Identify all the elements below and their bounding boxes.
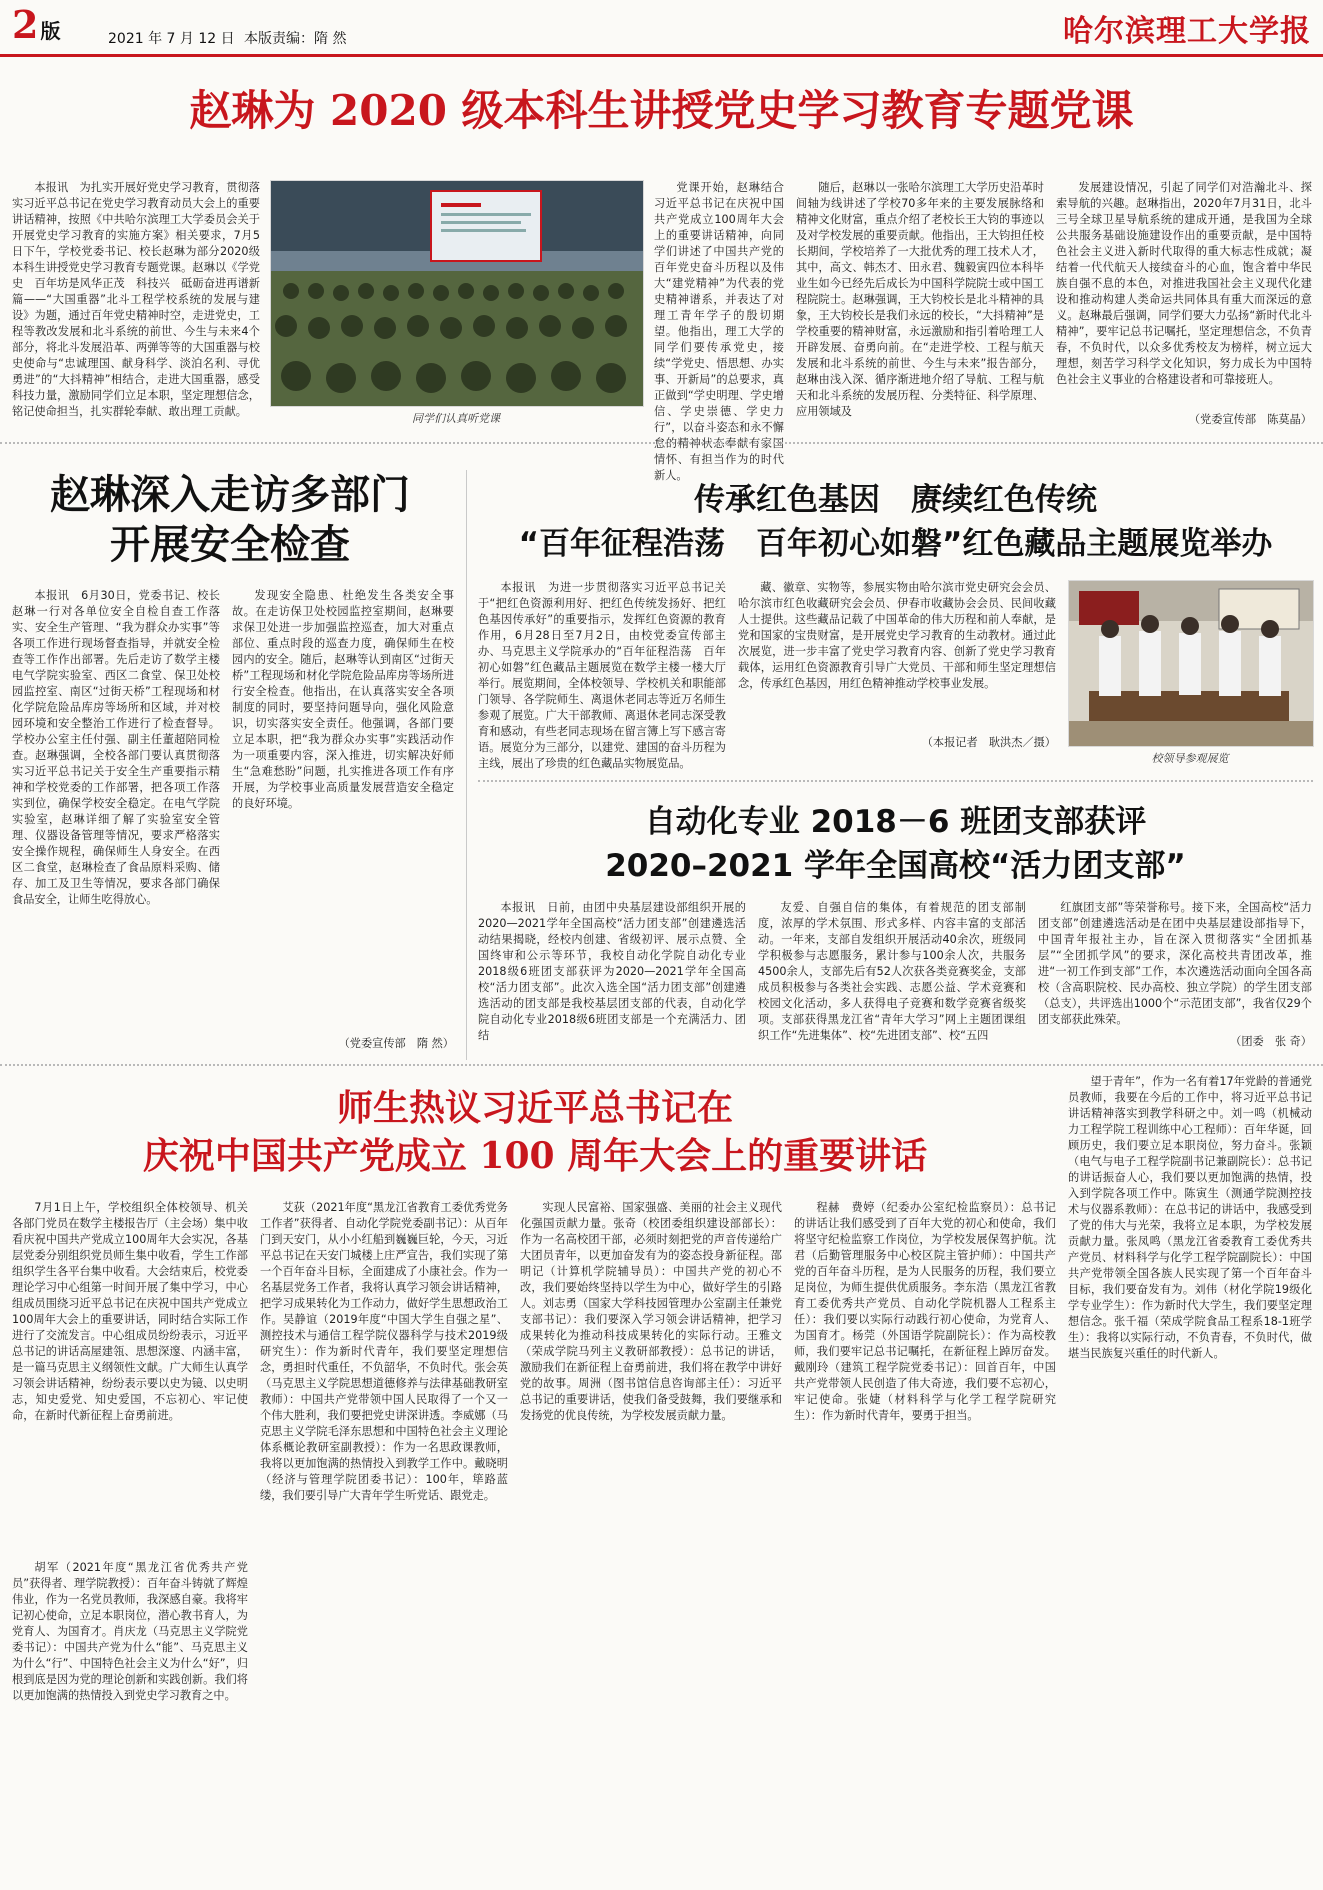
article5-headline (0, 1084, 1070, 1180)
article5-col4: 望于青年”，作为一名有着17年党龄的普通党员教师，我要在今后的工作中，将习近平总书记讲话精神落实到教学科研之中。刘一鸣（机械动力工程学院工程训练中心工程师）：百年华诞，回顾历史，我们要立足本职岗位，努力奋斗。张颖（电气与电子工程学院副书记兼副院长）：总书记的讲话振奋人心，我们要以更加饱满的热情，投入到学院各项工作中。陈寅生（测通学院测控技术与仪器系教师）：在总书记的讲话中，我感受到了党的伟大与光荣，我将立足本职，为学校发展贡献力量。张凤鸣（黑龙江省委教育工委优秀共产党员、材料科学与化学工程学院副院长）：中国共产党带领全国各族人民实现了第一个百年奋斗目标，我们要奋发有为。刘伟（材化学院19级化学专业学生）：作为新时代大学生，我们要坚定理想信念。张千福（荣成学院食品工程系18-1班学生）：我将以实际行动，不负青春，不负时代，做堪当民族复兴重任的时代新人。 (1068, 1075, 1312, 1360)
article2-col1: 本报讯 6月30日，党委书记、校长赵琳一行对各单位安全自检自查工作落实、安全生产管理、“我为群众办实事”等各项工作进行现场督查指导，并就安全检查等工作作出部署。先后走访了数学主楼电气学院实验室、西区二食堂、保卫处校园监控室、南区“过街天桥”工程现场和材化学院危险品库房等场所和区域，并对校园环境和安全整治工作进行了检查督导。学校办公室主任付强、副主任董超陪同检查。赵琳强调，全校各部门要认真贯彻落实习近平总书记关于安全生产重要指示精神和学校党委的工作部署，把各项工作落实到位，确保学校安全稳定。在电气学院实验室，赵琳详细了解了实验室安全管理、仪器设备管理等情况，要求严格落实安全操作规程，确保师生人身安全。在西区二食堂，赵琳检查了食品原料采购、储存、加工及卫生等情况，要求各部门确保食品安全，让师生吃得放心。 (12, 589, 220, 906)
article4-col2: 友爱、自强自信的集体，有着规范的团支部制度，浓厚的学术氛围、形式多样、内容丰富的支部活动。一年来，支部自发组织开展活动40余次，班级同学积极参与志愿服务，累计参与100余人次，共服务4500余人，支部先后有52人次获各类竞赛奖金，支部成员积极参与各类社会实践、志愿公益、学术竞赛和校园文化活动，多人获得电子竞赛和数学竞赛省级奖项。支部获得黑龙江省“青年大学习”网上主题团课组织工作“先进集体”、校“先进团支部”、校“五四 (758, 901, 1026, 1042)
article4-headline (478, 800, 1313, 888)
article1-col3: 随后，赵琳以一张哈尔滨理工大学历史沿革时间轴为线讲述了学校70多年来的主要发展脉络和精神文化财富，重点介绍了老校长王大钧的事迹以及对学校发展的重要贡献。他指出，王大钧担任校长期间，学校培养了一大批优秀的理工技术人才，其中，高文、韩杰才、田永君、魏毅寅四位本科毕业生如今已经先后成长为中国科学院院士或中国工程院院士。赵琳强调，王大钧校长是北斗精神的具象，王大钧校长是我们永远的校长，“大抖精神”是学校重要的精神财富，永远激励和指引着哈理工人开辟发展、奋勇向前。在“走进学校、工程与航天发展和北斗系统的前世、今生与未来”报告部分，赵琳由浅入深、循序渐进地介绍了导航、工程与航天和北斗系统的发展历程、分类特征、科学原理、应用领域及 (796, 181, 1044, 418)
article5-col0-interviews: 胡军（2021年度“黑龙江省优秀共产党员”获得者、理学院教授）：百年奋斗铸就了辉煌伟业，作为一名党员教师，我深感自豪。我将牢记初心使命，立足本职岗位，潜心教书育人，为党育人、为国育才。肖庆龙（马克思主义学院党委书记）：中国共产党为什么“能”、马克思主义为什么“行”、中国特色社会主义为什么“好”，归根到底是因为党的理论创新和实践创新。我们将以更加饱满的热情投入到党史学习教育之中。 (12, 1561, 248, 1702)
article5-col0: 7月1日上午，学校组织全体校领导、机关各部门党员在数学主楼报告厅（主会场）集中收看庆祝中国共产党成立100周年大会实况，各基层党委分别组织党员师生集中收看，学生工作部组织学生各平台集中收看。大会结束后，校党委理论学习中心组第一时间开展了集中学习，中心组成员围绕习近平总书记在庆祝中国共产党成立100周年大会上的重要讲话，同时结合实际工作进行了交流发言。中心组成员纷纷表示，习近平总书记的讲话高屋建瓴、思想深邃、内涵丰富，是一篇马克思主义纲领性文献。广大师生认真学习领会讲话精神，纷纷表示要以史为镜、以史明志，知史爱党、知史爱国，不忘初心、牢记使命，在新时代新征程上奋勇前进。 (12, 1201, 248, 1422)
article1-byline: （党委宣传部 陈莫晶） (1188, 413, 1312, 426)
article4-headline-line2: 2020–2021 学年全国高校“活力团支部” (605, 848, 1186, 884)
article3-headline-line1: 传承红色基因 赓续红色传统 (694, 482, 1097, 518)
section-divider-1 (0, 442, 1323, 444)
masthead-rule (0, 54, 1323, 57)
article1-col2: 党课开始，赵琳结合习近平总书记在庆祝中国共产党成立100周年大会上的重要讲话精神，向同学们讲述了中国共产党的百年党史奋斗历程以及伟大“建党精神”为代表的党史精神谱系，并表达了对理工青年学子的殷切期望。他指出，理工大学的同学们要传承党史，接续“学党史、悟思想、办实事、开新局”的总要求，真正做到“学史明理、学史增信、学史崇德、学史力行”，以奋斗姿态和永不懈怠的精神状态奉献有家国情怀、有担当作为的时代新人。 (654, 181, 784, 482)
section-divider-2 (478, 780, 1313, 782)
article4-col1: 本报讯 日前，由团中央基层建设部组织开展的2020—2021学年全国高校“活力团支部”创建遴选活动结果揭晓，经校内创建、省级初评、展示点赞、全国终审和公示等环节，我校自动化学院自动化专业2018级6班团支部获评为2020—2021学年全国高校“活力团支部”。此次入选全国“活力团支部”创建遴选活动的团支部是我校基层团支部的代表，自动化学院自动化专业2018级6班团支部是一个充满活力、团结 (478, 901, 746, 1042)
article3-photo (1068, 580, 1314, 747)
article5-col3: 程赫 费婷（纪委办公室纪检监察员）：总书记的讲话让我们感受到了百年大党的初心和使命，我们将坚守纪检监察工作岗位，为学校发展保驾护航。沈君（后勤管理服务中心校区院主管护师）：中国共产党的百年奋斗历程，是为人民服务的历程，我们要立足岗位，为师生提供优质服务。李东浩（黑龙江省教育工委优秀共产党员、自动化学院机器人工程系主任）：我们要以实际行动践行初心使命，为党育人、为国育才。杨莞（外国语学院副院长）：作为高校教师，我们要牢记总书记嘱托，在新征程上踔厉奋发。戴刚玲（建筑工程学院党委书记）：回首百年，中国共产党带领人民创造了伟大奇迹，我们要不忘初心，牢记使命。张婕（材料科学与化学工程学院研究生）：作为新时代青年，要勇于担当。 (794, 1201, 1056, 1422)
lecture-photo-image (271, 181, 643, 406)
article3-photo-caption: 校领导参观展览 (1151, 752, 1229, 765)
page-editor: 本版责编：隋 然 (244, 31, 347, 47)
article2-headline-line1: 赵琳深入走访多部门 (50, 472, 410, 518)
article5-headline-line1: 师生热议习近平总书记在 (336, 1087, 733, 1129)
article1-col1: 本报讯 为扎实开展好党史学习教育，贯彻落实习近平总书记在党史学习教育动员大会上的重要讲话精神，按照《中共哈尔滨理工大学委员会关于开展党史学习教育的实施方案》相关要求，7月5日下午，学校党委书记、校长赵琳为部分2020级本科生讲授党史学习教育专题党课。赵琳以《学党史 百年坊是风华正茂 科技兴 砥砺奋进再谱新篇——“大国重器”北斗工程学校系统的发展与建设》为题，通过百年党史精神时空，走进党史，工程等教改发展和北斗系统的前世、今生与未来4个部分，将北斗发展沿革、两弹等等的大国重器与校史使命与“忠诚理国、献身科学、淡泊名利、寻优勇进”的“大抖精神”相结合，走进大国重器，感受科技力量，激励同学们立足本职，坚定理想信念，铭记使命担当，扎实群轮奉献、敢出理工贡献。 (12, 181, 260, 418)
article5-col2: 实现人民富裕、国家强盛、美丽的社会主义现代化强国贡献力量。张奇（校团委组织建设部部长）：作为一名高校团干部，必须时刻把党的声音传递给广大团员青年，以更加奋发有为的姿态投身新征程。邵明记（计算机学院辅导员）：中国共产党的初心不改，我们要始终坚持以学生为中心，做好学生的引路人。刘志勇（国家大学科技园管理办公室副主任兼党支部书记）：我们要深入学习领会讲话精神，把学习成果转化为推动科技成果转化的实际行动。王雅文（荣成学院马列主义教研部教授）：总书记的讲话，激励我们在新征程上奋勇前进，我们将在教学中讲好党的故事。周洲（图书馆信息咨询部主任）：习近平总书记的重要讲话，使我们备受鼓舞，我们要继承和发扬党的优良传统，为学校发展贡献力量。 (520, 1201, 782, 1422)
article5-col1: 艾荻（2021年度“黑龙江省教育工委优秀党务工作者”获得者、自动化学院党委副书记）：从百年门到天安门，从小小红船到巍巍巨轮，今天，习近平总书记在天安门城楼上庄严宣告，我们实现了第一个百年奋斗目标，全面建成了小康社会。作为一名基层党务工作者，我将认真学习领会讲话精神，把学习成果转化为工作动力，做好学生思想政治工作。吴静谊（2019年度“中国大学生自强之星”、测控技术与通信工程学院仪器科学与技术2019级研究生）：作为新时代青年，我们要坚定理想信念，勇担时代重任，不负韶华，不负时代。张会英（马克思主义学院思想道德修养与法律基础教研室教师）：中国共产党带领中国人民取得了一个又一个伟大胜利，我们要把党史讲深讲透。李威娜（马克思主义学院毛泽东思想和中国特色社会主义理论体系概论教研室副教授）：作为一名思政课教师，我将以更加饱满的热情投入到教学工作中。戴晓明（经济与管理学院团委书记）：100年，筚路蓝缕，我们要引导广大青年学生听党话、跟党走。 (260, 1201, 508, 1502)
article4-byline: （团委 张 奇） (1230, 1035, 1312, 1048)
newspaper-name: 哈尔滨理工大学报 (1063, 14, 1311, 49)
section-divider-3 (0, 1064, 1323, 1066)
article2-col2: 发现安全隐患、杜绝发生各类安全事故。在走访保卫处校园监控室期间，赵琳要求保卫处进一步加强监控巡查，加大对重点部位、重点时段的巡查力度，确保师生在校园内的安全。随后，赵琳等认到南区“过街天桥”工程现场和材化学院危险品库房等场所进行安全检查。他指出，在认真落实安全各项制度的同时，要坚持问题导向，强化风险意识，切实落实安全责任。他强调，各部门要立足本职，把“我为群众办实事”实践活动作为一项重要内容，深入推进，切实解决好师生“急难愁盼”问题，扎实推进各项工作有序开展，为学校事业高质量发展营造安全稳定的良好环境。 (232, 589, 454, 810)
article4-col3: 红旗团支部”等荣誉称号。接下来，全国高校“活力团支部”创建遴选活动是在团中央基层建设部指导下，中国青年报社主办，旨在深入贯彻落实“全团抓基层”“全团抓学风”的要求，深化高校共青团改革，推进“一初工作到支部”工作，本次遴选活动面向全国各高校（含高职院校、民办高校、独立学院）的学生团支部（总支），共评选出1000个“示范团支部”，我省仅29个团支部获此殊荣。 (1038, 901, 1312, 1026)
article3-headline-line2: “百年征程浩荡 百年初心如磐”红色藏品主题展览举办 (518, 526, 1273, 562)
page-number: 2 版 (12, 2, 61, 47)
article1-photo (270, 180, 644, 407)
article3-col2: 藏、徽章、实物等，参展实物由哈尔滨市党史研究会会员、哈尔滨市红色收藏研究会会员、伊春市收藏协会会员、民间收藏人士提供。这些藏品记载了中国革命的伟大历程和前人奉献，是党和国家的宝贵财富，是开展党史学习教育的生动教材。通过此次展览，进一步丰富了党史学习教育内容、创新了党史学习教育载体，运用红色资源教育引导广大党员、干部和师生坚定理想信念，传承红色基因，用红色精神推动学校事业发展。 (738, 581, 1056, 690)
article2-byline: （党委宣传部 隋 然） (338, 1037, 454, 1050)
article5-headline-line2: 庆祝中国共产党成立 100 周年大会上的重要讲话 (142, 1135, 928, 1177)
masthead (0, 0, 1323, 52)
article1-headline: 赵琳为 2020 级本科生讲授党史学习教育专题党课 (189, 86, 1134, 135)
article4-headline-line1: 自动化专业 2018－6 班团支部获评 (644, 804, 1147, 840)
article1-photo-caption: 同学们认真听党课 (412, 412, 500, 425)
article3-headline (478, 478, 1313, 566)
column-divider-vertical (466, 470, 467, 1060)
issue-date: 2021 年 7 月 12 日 (108, 31, 235, 47)
article3-byline: （本报记者 耿洪杰／摄） (921, 736, 1056, 749)
article2-headline-line2: 开展安全检查 (110, 522, 350, 568)
article1-col4: 发展建设情况，引起了同学们对浩瀚北斗、探索导航的兴趣。赵琳指出，2020年7月31日，北斗三号全球卫星导航系统的建成开通，是我国为全球公共服务基础设施建设作出的重要贡献，是中国特色社会主义进入新时代取得的重大标志性成就；凝结着一代代航天人接续奋斗的心血，饱含着中华民族自强不息的本色，对推进我国社会主义现代化建设和推动构建人类命运共同体具有重大而深远的意义。赵琳最后强调，同学们要大力弘扬“新时代北斗精神”，要牢记总书记嘱托，坚定理想信念，不负青春，不负时代，以众多优秀校友为榜样，树立远大理想，刻苦学习科学文化知识，努力成长为中国特色社会主义事业的合格建设者和可靠接班人。 (1056, 181, 1312, 386)
page-suffix: 版 (40, 19, 61, 43)
exhibition-photo-image (1069, 581, 1313, 746)
article2-headline (10, 470, 450, 570)
article3-col1: 本报讯 为进一步贯彻落实习近平总书记关于“把红色资源利用好、把红色传统发扬好、把红色基因传承好”的重要指示，发挥红色资源的教育作用，6月28日至7月2日，由校党委宣传部主办、马克思主义学院承办的“百年征程浩荡 百年初心如磐”红色藏品主题展览在数学主楼一楼大厅举行。展览期间，全体校领导、学校机关和职能部门领导、各学院师生、离退休老同志等近万名师生参观了展览。广大干部教师、离退休老同志深受教育和感动，有些老同志现场在留言簿上写下感言寄语。展览分为三部分，以建党、建国的奋斗历程为主线，展出了珍贵的红色藏品实物展览品。 (478, 581, 726, 770)
